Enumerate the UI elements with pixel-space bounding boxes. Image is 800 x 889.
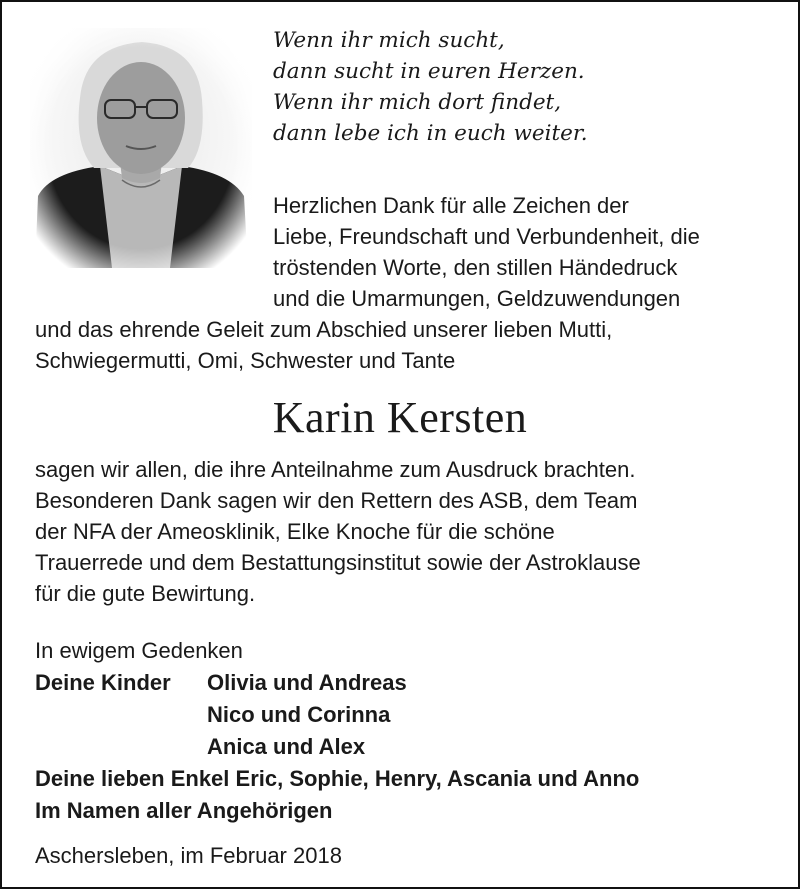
grandchildren-line: Deine lieben Enkel Eric, Sophie, Henry, Ascania und Anno — [35, 766, 640, 791]
poem — [273, 25, 588, 149]
body-paragraph — [35, 454, 641, 609]
thanks-line: tröstenden Worte, den stillen Händedruck — [273, 255, 678, 280]
thanks-paragraph — [273, 190, 700, 314]
child-couple: Olivia und Andreas — [207, 670, 407, 695]
body-line: sagen wir allen, die ihre Anteilnahme zum Ausdruck brachten. — [35, 457, 636, 482]
thanks-paragraph-continued — [35, 314, 612, 376]
poem-line: dann sucht in euren Herzen. — [273, 59, 585, 84]
thanks-line: Schwiegermutti, Omi, Schwester und Tante — [35, 348, 456, 373]
poem-line: dann lebe ich in euch weiter. — [273, 121, 588, 146]
child-couple: Anica und Alex — [207, 734, 366, 759]
poem-line: Wenn ihr mich dort findet, — [273, 90, 562, 115]
child-couple: Nico und Corinna — [207, 702, 391, 727]
body-line: für die gute Bewirtung. — [35, 581, 256, 606]
thanks-line: und das ehrende Geleit zum Abschied unserer lieben Mutti, — [35, 317, 613, 342]
deceased-name: Karin Kersten — [272, 393, 528, 442]
body-line: Besonderen Dank sagen wir den Rettern des ASB, dem Team — [35, 488, 638, 513]
signature-intro: In ewigem Gedenken — [35, 638, 243, 663]
body-line: Trauerrede und dem Bestattungsinstitut sowie der Astroklause — [35, 550, 641, 575]
poem-line: Wenn ihr mich sucht, — [273, 28, 505, 53]
signature-block — [35, 635, 639, 827]
thanks-line: Liebe, Freundschaft und Verbundenheit, die — [273, 224, 700, 249]
children-row — [35, 731, 639, 763]
portrait-photo — [30, 28, 252, 268]
children-row — [35, 699, 639, 731]
relatives-line: Im Namen aller Angehörigen — [35, 798, 333, 823]
children-row — [35, 667, 639, 699]
thanks-line: und die Umarmungen, Geldzuwendungen — [273, 286, 681, 311]
children-label: Deine Kinder — [35, 670, 171, 695]
body-line: der NFA der Ameosklinik, Elke Knoche für die schöne — [35, 519, 555, 544]
place-date: Aschersleben, im Februar 2018 — [35, 843, 342, 868]
thanks-line: Herzlichen Dank für alle Zeichen der — [273, 193, 629, 218]
